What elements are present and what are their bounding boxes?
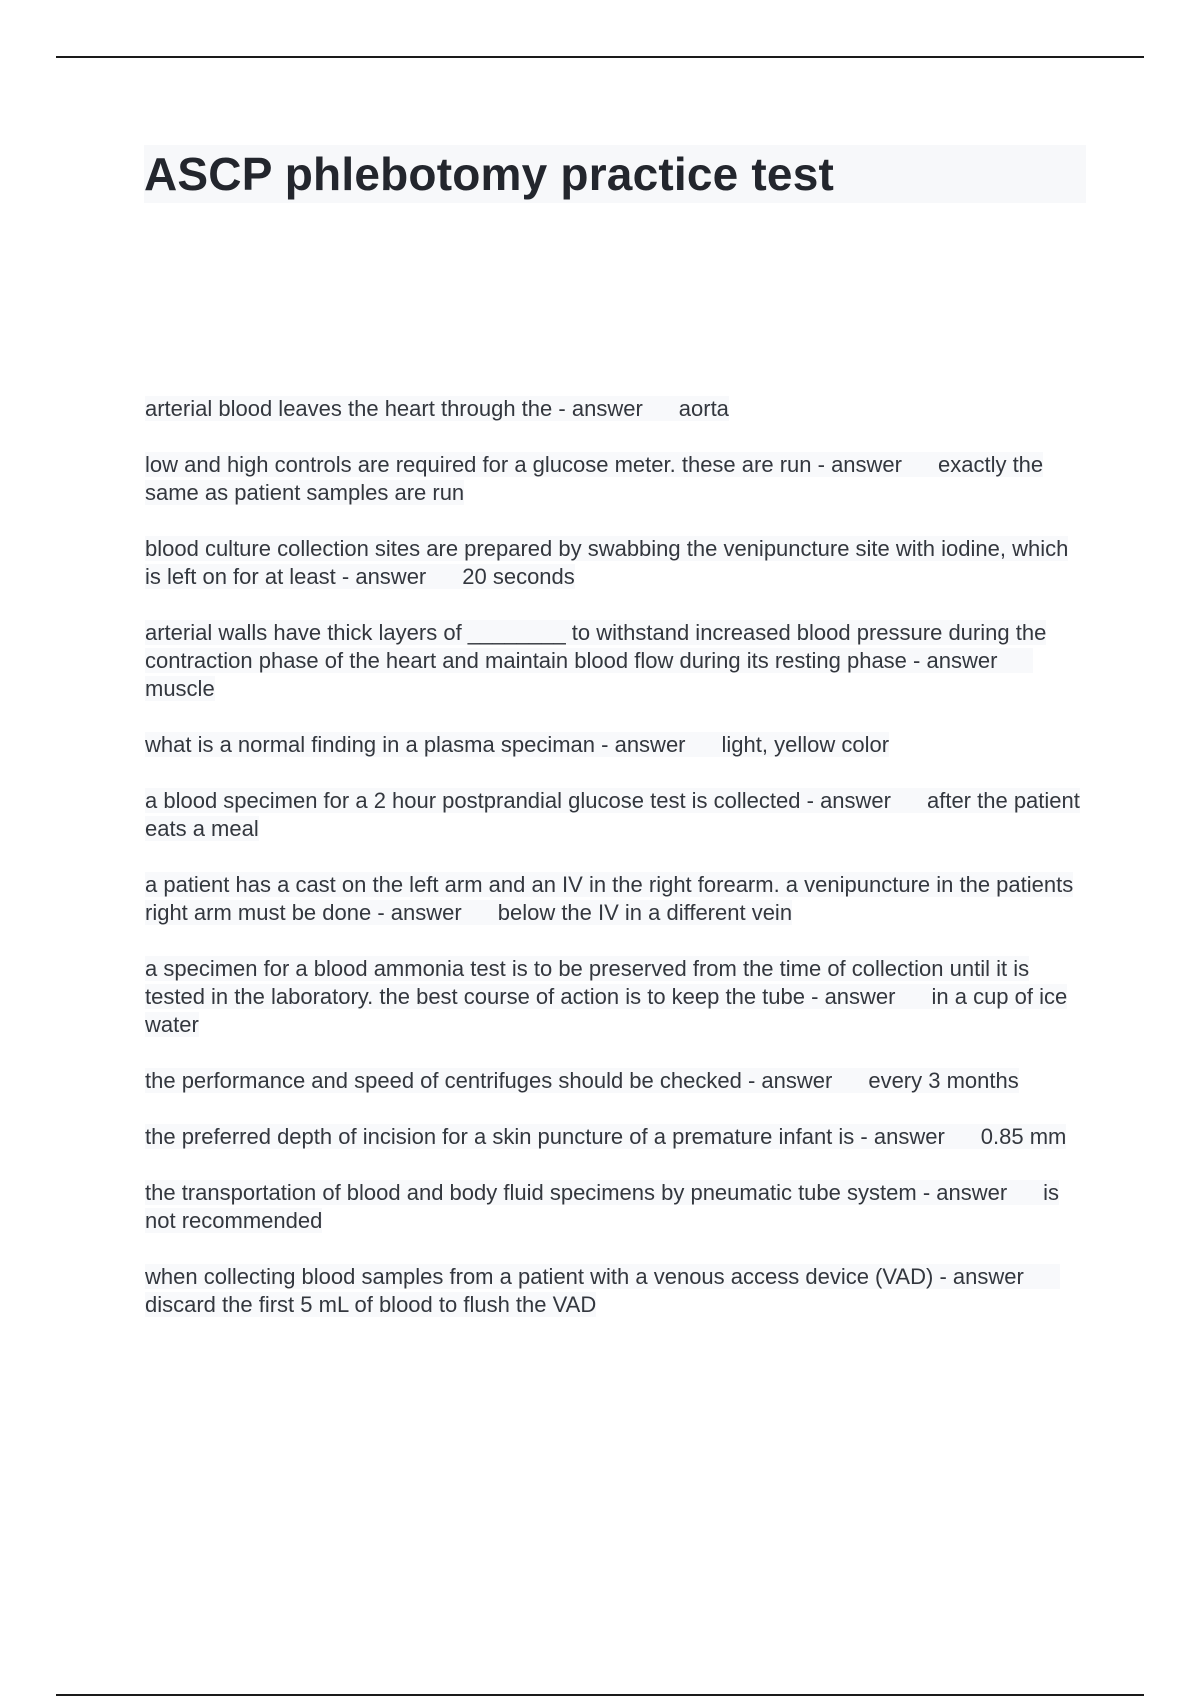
qa-item bbox=[145, 1123, 1085, 1151]
qa-item bbox=[145, 619, 1085, 703]
top-rule bbox=[56, 56, 1144, 58]
answer-text: aorta bbox=[678, 396, 729, 421]
answer-text: every 3 months bbox=[868, 1068, 1019, 1093]
qa-item bbox=[145, 731, 1085, 759]
qa-item bbox=[145, 955, 1085, 1039]
question-text: the preferred depth of incision for a skin puncture of a premature infant is bbox=[145, 1124, 855, 1149]
question-text: a specimen for a blood ammonia test is to be preserved from the time of collection until it is tested in the laboratory. the best course of action is to keep the tube bbox=[145, 956, 1030, 1009]
qa-item bbox=[145, 451, 1085, 507]
answer-text: in a cup of ice water bbox=[145, 984, 1068, 1037]
answer-separator: - answer bbox=[747, 1068, 833, 1093]
answer-separator: - answer bbox=[922, 1180, 1008, 1205]
answer-text: exactly the same as patient samples are run bbox=[145, 452, 1044, 505]
question-text: a patient has a cast on the left arm and an IV in the right forearm. a venipuncture in the patients right arm must be done bbox=[145, 872, 1074, 925]
answer-separator: - answer bbox=[377, 900, 462, 925]
question-text: what is a normal finding in a plasma speciman bbox=[145, 732, 596, 757]
question-text: blood culture collection sites are prepared by swabbing the venipuncture site with iodine, which is left on for at least bbox=[145, 536, 1069, 589]
qa-item bbox=[145, 871, 1085, 927]
qa-item bbox=[145, 395, 1085, 423]
answer-separator: - answer bbox=[913, 648, 998, 673]
question-text: arterial walls have thick layers of ________ to withstand increased blood pressure during the contraction phase of the heart and maintain blood flow during its resting phase bbox=[145, 620, 1047, 673]
question-text: low and high controls are required for a glucose meter. these are run bbox=[145, 452, 812, 477]
question-text: arterial blood leaves the heart through the bbox=[145, 396, 553, 421]
question-text: the transportation of blood and body fluid specimens by pneumatic tube system bbox=[145, 1180, 917, 1205]
qa-item bbox=[145, 535, 1085, 591]
answer-separator: - answer bbox=[860, 1124, 945, 1149]
answer-text: muscle bbox=[145, 676, 215, 701]
question-text: the performance and speed of centrifuges should be checked bbox=[145, 1068, 742, 1093]
answer-text: discard the first 5 mL of blood to flush the VAD bbox=[145, 1292, 597, 1317]
answer-text: light, yellow color bbox=[721, 732, 890, 757]
answer-separator: - answer bbox=[341, 564, 427, 589]
answer-text: 0.85 mm bbox=[980, 1124, 1067, 1149]
answer-text: after the patient eats a meal bbox=[145, 788, 1080, 841]
bottom-rule bbox=[56, 1694, 1144, 1696]
page-title: ASCP phlebotomy practice test bbox=[144, 148, 835, 200]
answer-text: 20 seconds bbox=[462, 564, 575, 589]
question-text: a blood specimen for a 2 hour postprandial glucose test is collected bbox=[145, 788, 801, 813]
qa-item bbox=[145, 1067, 1085, 1095]
answer-text: is not recommended bbox=[145, 1180, 1060, 1233]
answer-text: below the IV in a different vein bbox=[497, 900, 793, 925]
qa-item bbox=[145, 787, 1085, 843]
qa-item bbox=[145, 1263, 1085, 1319]
qa-item bbox=[145, 1179, 1085, 1235]
answer-separator: - answer bbox=[806, 788, 891, 813]
answer-separator: - answer bbox=[939, 1264, 1024, 1289]
answer-separator: - answer bbox=[558, 396, 643, 421]
answer-separator: - answer bbox=[601, 732, 686, 757]
answer-separator: - answer bbox=[817, 452, 902, 477]
question-list bbox=[145, 395, 1085, 1347]
question-text: when collecting blood samples from a patient with a venous access device (VAD) bbox=[145, 1264, 934, 1289]
answer-separator: - answer bbox=[811, 984, 896, 1009]
